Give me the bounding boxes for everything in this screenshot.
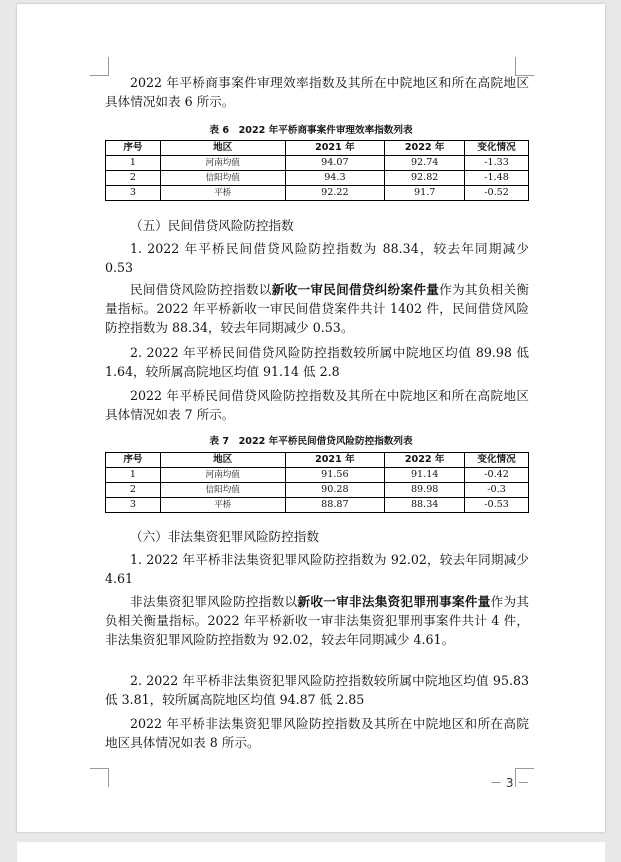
table-row [106,498,529,513]
table-row [106,483,529,498]
header-cell: 2021 年 [285,141,385,156]
table-cell: 河南均值 [160,468,285,483]
table-cell: -1.33 [465,156,529,171]
table-cell: -0.42 [465,468,529,483]
header-cell: 变化情况 [465,141,529,156]
desc-text: 作为其负相关衡量指标。2022 年平桥新收一审非法集资犯罪刑事案件共计 4 件，非法集资犯罪风险防控指数为 92.02，较去年同期减少 4.61。 [105,594,530,647]
table-cell: -0.52 [465,186,529,201]
crop-mark-bottom-left [90,768,109,787]
header-cell: 地区 [160,141,285,156]
header-cell: 2022 年 [385,453,465,468]
table-cell: 88.87 [285,498,385,513]
page-number: － 3 － [490,776,530,790]
table-cell: 94.07 [285,156,385,171]
table-cell: 90.28 [285,483,385,498]
table-cell: 92.22 [285,186,385,201]
table-cell: 平桥 [160,186,285,201]
paragraph-6-2: 2. 2022 年平桥非法集资犯罪风险防控指数较所属中院地区均值 95.83 低 3.81，较所属高院地区均值 94.87 低 2.85 [105,673,529,707]
table-cell: 1 [106,468,161,483]
table-cell: 88.34 [385,498,465,513]
table-cell: 92.74 [385,156,465,171]
next-page-edge [17,842,605,862]
table-cell: 信阳均值 [160,171,285,186]
table6-caption: 表 6 2022 年平桥商事案件审理效率指数列表 [209,125,413,136]
table-cell: 2 [106,483,161,498]
table-cell: 94.3 [285,171,385,186]
table-row [106,468,529,483]
header-cell: 变化情况 [465,453,529,468]
table-cell: 3 [106,498,161,513]
table-row [106,171,529,186]
table-cell: 91.56 [285,468,385,483]
header-cell: 序号 [106,453,161,468]
header-cell: 地区 [160,453,285,468]
desc-bold-text: 新收一审民间借贷纠纷案件量 [271,282,440,297]
table7 [105,452,529,513]
paragraph-6-description [105,592,529,649]
table-cell: 信阳均值 [160,483,285,498]
header-cell: 序号 [106,141,161,156]
paragraph-table6-intro: 2022 年平桥商事案件审理效率指数及其所在中院地区和所在高院地区具体情况如表 6 所示。 [105,75,529,109]
paragraph-5-description [105,280,529,337]
table-row [106,186,529,201]
table-cell: 河南均值 [160,156,285,171]
table7-caption: 表 7 2022 年平桥民间借贷风险防控指数列表 [209,436,413,447]
paragraph-5-2: 2. 2022 年平桥民间借贷风险防控指数较所属中院地区均值 89.98 低 1.64，较所属高院地区均值 91.14 低 2.8 [105,345,529,379]
table-cell: -1.48 [465,171,529,186]
table-cell: 2 [106,171,161,186]
table-cell: -0.53 [465,498,529,513]
section-heading-6: （六）非法集资犯罪风险防控指数 [130,529,319,544]
table-cell: 92.82 [385,171,465,186]
table6 [105,140,529,201]
paragraph-5-1: 1. 2022 年平桥民间借贷风险防控指数为 88.34，较去年同期减少 0.53 [105,241,529,275]
paragraph-6-1: 1. 2022 年平桥非法集资犯罪风险防控指数为 92.02，较去年同期减少 4.61 [105,552,529,586]
paragraph-table8-intro: 2022 年平桥非法集资犯罪风险防控指数及其所在中院地区和所在高院地区具体情况如表 8 所示。 [105,716,529,750]
table-cell: -0.3 [465,483,529,498]
table-cell: 3 [106,186,161,201]
table-row [106,156,529,171]
table-header-row [106,141,529,156]
table-cell: 平桥 [160,498,285,513]
table-cell: 91.7 [385,186,465,201]
document-page [17,4,605,832]
table-header-row [106,453,529,468]
header-cell: 2021 年 [285,453,385,468]
header-cell: 2022 年 [385,141,465,156]
table-cell: 91.14 [385,468,465,483]
desc-text: 非法集资犯罪风险防控指数以 [130,594,298,609]
desc-text: 民间借贷风险防控指数以 [130,282,272,297]
table-cell: 1 [106,156,161,171]
section-heading-5: （五）民间借贷风险防控指数 [130,218,294,233]
desc-bold-text: 新收一审非法集资犯罪刑事案件量 [297,594,491,609]
desc-text: 作为其负相关衡量指标。2022 年平桥新收一审民间借贷案件共计 1402 件，民间借贷风险防控指数为 88.34，较去年同期减少 0.53。 [105,282,530,335]
paragraph-table7-intro: 2022 年平桥民间借贷风险防控指数及其所在中院地区和所在高院地区具体情况如表 7 所示。 [105,388,529,422]
table-cell: 89.98 [385,483,465,498]
